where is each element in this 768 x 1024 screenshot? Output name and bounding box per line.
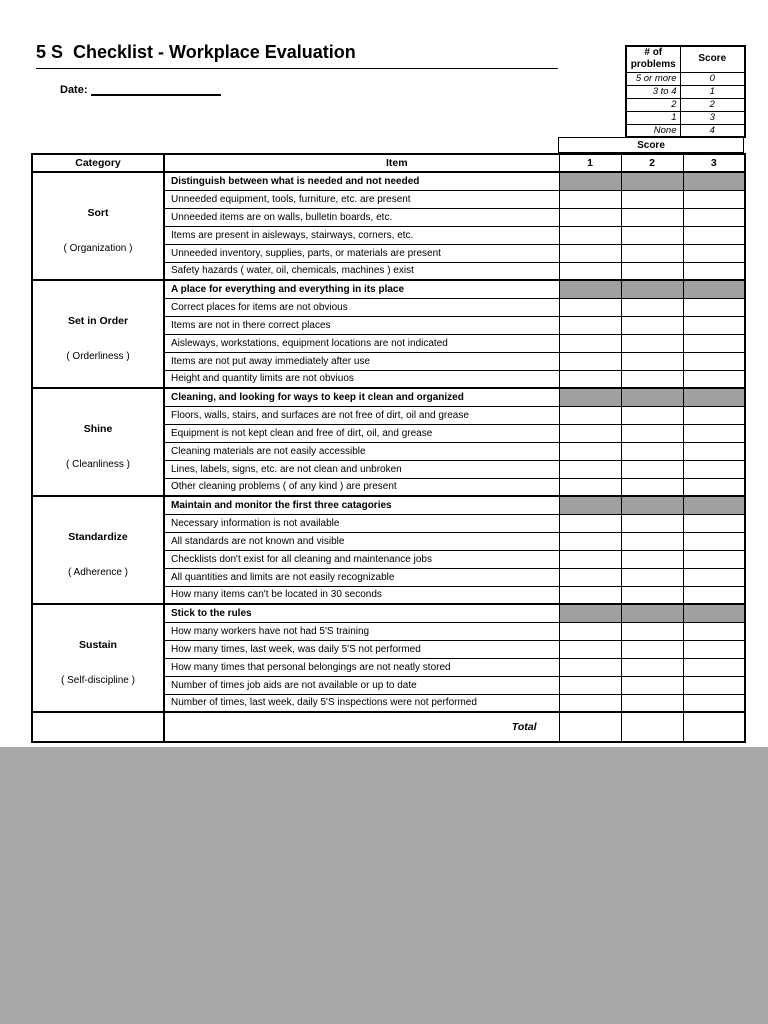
score-input-cell[interactable]	[559, 586, 621, 604]
score-input-cell[interactable]	[621, 352, 683, 370]
scoring-key-row	[626, 98, 745, 111]
score-input-cell[interactable]	[621, 586, 683, 604]
item-cell: How many times, last week, was daily 5'S not performed	[164, 640, 559, 658]
category-name: Shine	[83, 422, 113, 435]
score-input-cell[interactable]	[683, 478, 745, 496]
item-cell: Necessary information is not available	[164, 514, 559, 532]
score-input-cell[interactable]	[559, 190, 621, 208]
key-score-value: 2	[680, 98, 745, 111]
item-cell: Correct places for items are not obvious	[164, 298, 559, 316]
score-column-1-header: 1	[559, 154, 621, 172]
score-header-cell	[559, 496, 621, 514]
item-cell: How many items can't be located in 30 seconds	[164, 586, 559, 604]
item-cell: Unneeded items are on walls, bulletin boards, etc.	[164, 208, 559, 226]
score-input-cell[interactable]	[559, 514, 621, 532]
scoring-key-row	[626, 72, 745, 85]
score-input-cell[interactable]	[621, 460, 683, 478]
score-input-cell[interactable]	[559, 298, 621, 316]
scoring-key-row	[626, 111, 745, 124]
score-input-cell[interactable]	[559, 478, 621, 496]
score-input-cell[interactable]	[683, 370, 745, 388]
category-wrap	[33, 307, 163, 362]
section-item-header: Stick to the rules	[164, 604, 559, 622]
item-cell: How many times that personal belongings are not neatly stored	[164, 658, 559, 676]
score-input-cell[interactable]	[559, 676, 621, 694]
section-header-row	[32, 280, 745, 298]
score-input-cell[interactable]	[559, 442, 621, 460]
item-cell: Items are present in aisleways, stairways, corners, etc.	[164, 226, 559, 244]
item-cell: Lines, labels, signs, etc. are not clean and unbroken	[164, 460, 559, 478]
category-name: Set in Order	[67, 314, 129, 327]
score-input-cell[interactable]	[559, 424, 621, 442]
score-input-cell[interactable]	[683, 532, 745, 550]
score-input-cell[interactable]	[559, 406, 621, 424]
score-input-cell[interactable]	[683, 694, 745, 712]
score-header-cell	[683, 388, 745, 406]
score-header-cell	[559, 280, 621, 298]
score-input-cell[interactable]	[621, 334, 683, 352]
score-input-cell[interactable]	[683, 316, 745, 334]
score-input-cell[interactable]	[621, 190, 683, 208]
item-cell: Checklists don't exist for all cleaning and maintenance jobs	[164, 550, 559, 568]
key-problems-value: 2	[626, 98, 680, 111]
score-input-cell[interactable]	[559, 370, 621, 388]
category-wrap	[33, 199, 163, 254]
category-wrap	[33, 415, 163, 470]
item-cell: How many workers have not had 5'S training	[164, 622, 559, 640]
score-input-cell[interactable]	[621, 208, 683, 226]
checklist-table	[31, 153, 746, 743]
scoring-key-row	[626, 124, 745, 137]
score-input-cell[interactable]	[559, 244, 621, 262]
score-input-cell[interactable]	[683, 640, 745, 658]
category-subtitle: ( Orderliness )	[66, 350, 130, 362]
item-cell: Number of times, last week, daily 5'S inspections were not performed	[164, 694, 559, 712]
category-subtitle: ( Self-discipline )	[61, 674, 135, 686]
section-header-row	[32, 604, 745, 622]
section-item-header: Cleaning, and looking for ways to keep it clean and organized	[164, 388, 559, 406]
score-input-cell[interactable]	[559, 550, 621, 568]
score-input-cell[interactable]	[683, 586, 745, 604]
section-item-header: A place for everything and everything in its place	[164, 280, 559, 298]
item-cell: Items are not in there correct places	[164, 316, 559, 334]
item-cell: Items are not put away immediately after use	[164, 352, 559, 370]
score-header-cell	[683, 172, 745, 190]
score-header-cell	[621, 388, 683, 406]
score-input-cell[interactable]	[621, 298, 683, 316]
score-header-cell	[683, 496, 745, 514]
key-problems-value: 3 to 4	[626, 85, 680, 98]
item-cell: Unneeded equipment, tools, furniture, etc. are present	[164, 190, 559, 208]
section-item-header: Distinguish between what is needed and not needed	[164, 172, 559, 190]
score-input-cell[interactable]	[683, 460, 745, 478]
score-input-cell[interactable]	[683, 334, 745, 352]
category-cell	[32, 280, 164, 388]
score-input-cell[interactable]	[621, 226, 683, 244]
score-input-cell[interactable]	[683, 514, 745, 532]
score-header-cell	[621, 280, 683, 298]
key-problems-value: 5 or more	[626, 72, 680, 85]
score-input-cell[interactable]	[559, 694, 621, 712]
category-cell	[32, 388, 164, 496]
item-cell: Aisleways, workstations, equipment locations are not indicated	[164, 334, 559, 352]
score-input-cell[interactable]	[683, 208, 745, 226]
key-score-value: 4	[680, 124, 745, 137]
score-input-cell[interactable]	[621, 514, 683, 532]
item-cell: Floors, walls, stairs, and surfaces are not free of dirt, oil and grease	[164, 406, 559, 424]
score-input-cell[interactable]	[559, 640, 621, 658]
category-cell	[32, 604, 164, 712]
score-input-cell[interactable]	[683, 424, 745, 442]
score-input-cell[interactable]	[559, 352, 621, 370]
score-input-cell[interactable]	[621, 262, 683, 280]
category-subtitle: ( Cleanliness )	[66, 458, 130, 470]
score-header-cell	[621, 496, 683, 514]
category-subtitle: ( Adherence )	[67, 566, 129, 578]
score-header-cell	[621, 172, 683, 190]
key-score-value: 3	[680, 111, 745, 124]
score-input-cell[interactable]	[621, 406, 683, 424]
total-label: Total	[164, 712, 559, 742]
key-problems-value: 1	[626, 111, 680, 124]
item-cell: All quantities and limits are not easily recognizable	[164, 568, 559, 586]
key-score-header: Score	[680, 46, 745, 72]
key-score-value: 1	[680, 85, 745, 98]
checklist-header-row	[32, 154, 745, 172]
score-input-cell[interactable]	[621, 550, 683, 568]
section-header-row	[32, 388, 745, 406]
category-wrap	[33, 631, 163, 686]
date-label: Date:	[60, 84, 88, 96]
score-header-cell	[559, 172, 621, 190]
item-cell: Cleaning materials are not easily accessible	[164, 442, 559, 460]
score-input-cell[interactable]	[559, 262, 621, 280]
score-input-cell[interactable]	[683, 244, 745, 262]
total-score-cell[interactable]	[621, 712, 683, 742]
score-input-cell[interactable]	[559, 622, 621, 640]
item-cell: Number of times job aids are not available or up to date	[164, 676, 559, 694]
score-input-cell[interactable]	[621, 370, 683, 388]
total-score-cell[interactable]	[559, 712, 621, 742]
score-input-cell[interactable]	[559, 316, 621, 334]
category-wrap	[33, 523, 163, 578]
total-row	[32, 712, 745, 742]
key-score-value: 0	[680, 72, 745, 85]
score-input-cell[interactable]	[621, 568, 683, 586]
score-input-cell[interactable]	[559, 208, 621, 226]
section-header-row	[32, 172, 745, 190]
item-cell: Height and quantity limits are not obviuos	[164, 370, 559, 388]
score-input-cell[interactable]	[621, 244, 683, 262]
date-input-line[interactable]	[91, 84, 221, 96]
score-input-cell[interactable]	[621, 658, 683, 676]
scoring-key-table	[625, 45, 746, 138]
score-input-cell[interactable]	[683, 568, 745, 586]
category-cell	[32, 496, 164, 604]
score-input-cell[interactable]	[621, 676, 683, 694]
item-cell: All standards are not known and visible	[164, 532, 559, 550]
category-name: Sustain	[79, 638, 117, 651]
key-problems-header: # of problems	[626, 46, 680, 72]
score-input-cell[interactable]	[559, 460, 621, 478]
category-column-header: Category	[32, 154, 164, 172]
item-cell: Other cleaning problems ( of any kind ) are present	[164, 478, 559, 496]
category-subtitle: ( Organization )	[63, 242, 133, 254]
total-score-cell[interactable]	[683, 712, 745, 742]
score-header-cell	[559, 388, 621, 406]
score-header-cell	[683, 280, 745, 298]
category-name: Standardize	[68, 530, 128, 543]
score-input-cell[interactable]	[683, 352, 745, 370]
category-name: Sort	[87, 206, 109, 219]
score-input-cell[interactable]	[621, 694, 683, 712]
score-input-cell[interactable]	[621, 316, 683, 334]
score-input-cell[interactable]	[559, 568, 621, 586]
score-input-cell[interactable]	[621, 442, 683, 460]
score-header-cell	[683, 604, 745, 622]
score-input-cell[interactable]	[683, 442, 745, 460]
scoring-key-header-row	[626, 46, 745, 72]
scoring-key-row	[626, 85, 745, 98]
score-input-cell[interactable]	[621, 622, 683, 640]
section-item-header: Maintain and monitor the first three catagories	[164, 496, 559, 514]
score-input-cell[interactable]	[683, 406, 745, 424]
score-input-cell[interactable]	[621, 532, 683, 550]
item-column-header: Item	[164, 154, 559, 172]
page-title: 5 S Checklist - Workplace Evaluation	[36, 42, 558, 69]
item-cell: Equipment is not kept clean and free of dirt, oil, and grease	[164, 424, 559, 442]
section-header-row	[32, 496, 745, 514]
category-cell	[32, 172, 164, 280]
score-input-cell[interactable]	[683, 226, 745, 244]
key-problems-value: None	[626, 124, 680, 137]
score-header-cell	[559, 604, 621, 622]
item-cell: Unneeded inventory, supplies, parts, or materials are present	[164, 244, 559, 262]
score-group-header: Score	[558, 137, 744, 153]
score-header-cell	[621, 604, 683, 622]
score-input-cell[interactable]	[683, 622, 745, 640]
score-column-3-header: 3	[683, 154, 745, 172]
date-row	[60, 84, 221, 96]
score-input-cell[interactable]	[683, 298, 745, 316]
score-input-cell[interactable]	[621, 640, 683, 658]
score-input-cell[interactable]	[559, 334, 621, 352]
score-column-2-header: 2	[621, 154, 683, 172]
score-input-cell[interactable]	[559, 226, 621, 244]
score-input-cell[interactable]	[559, 532, 621, 550]
score-input-cell[interactable]	[683, 262, 745, 280]
score-input-cell[interactable]	[683, 190, 745, 208]
score-input-cell[interactable]	[559, 658, 621, 676]
score-input-cell[interactable]	[683, 550, 745, 568]
score-input-cell[interactable]	[621, 424, 683, 442]
score-input-cell[interactable]	[683, 658, 745, 676]
total-category-cell	[32, 712, 164, 742]
item-cell: Safety hazards ( water, oil, chemicals, machines ) exist	[164, 262, 559, 280]
score-input-cell[interactable]	[683, 676, 745, 694]
score-input-cell[interactable]	[621, 478, 683, 496]
